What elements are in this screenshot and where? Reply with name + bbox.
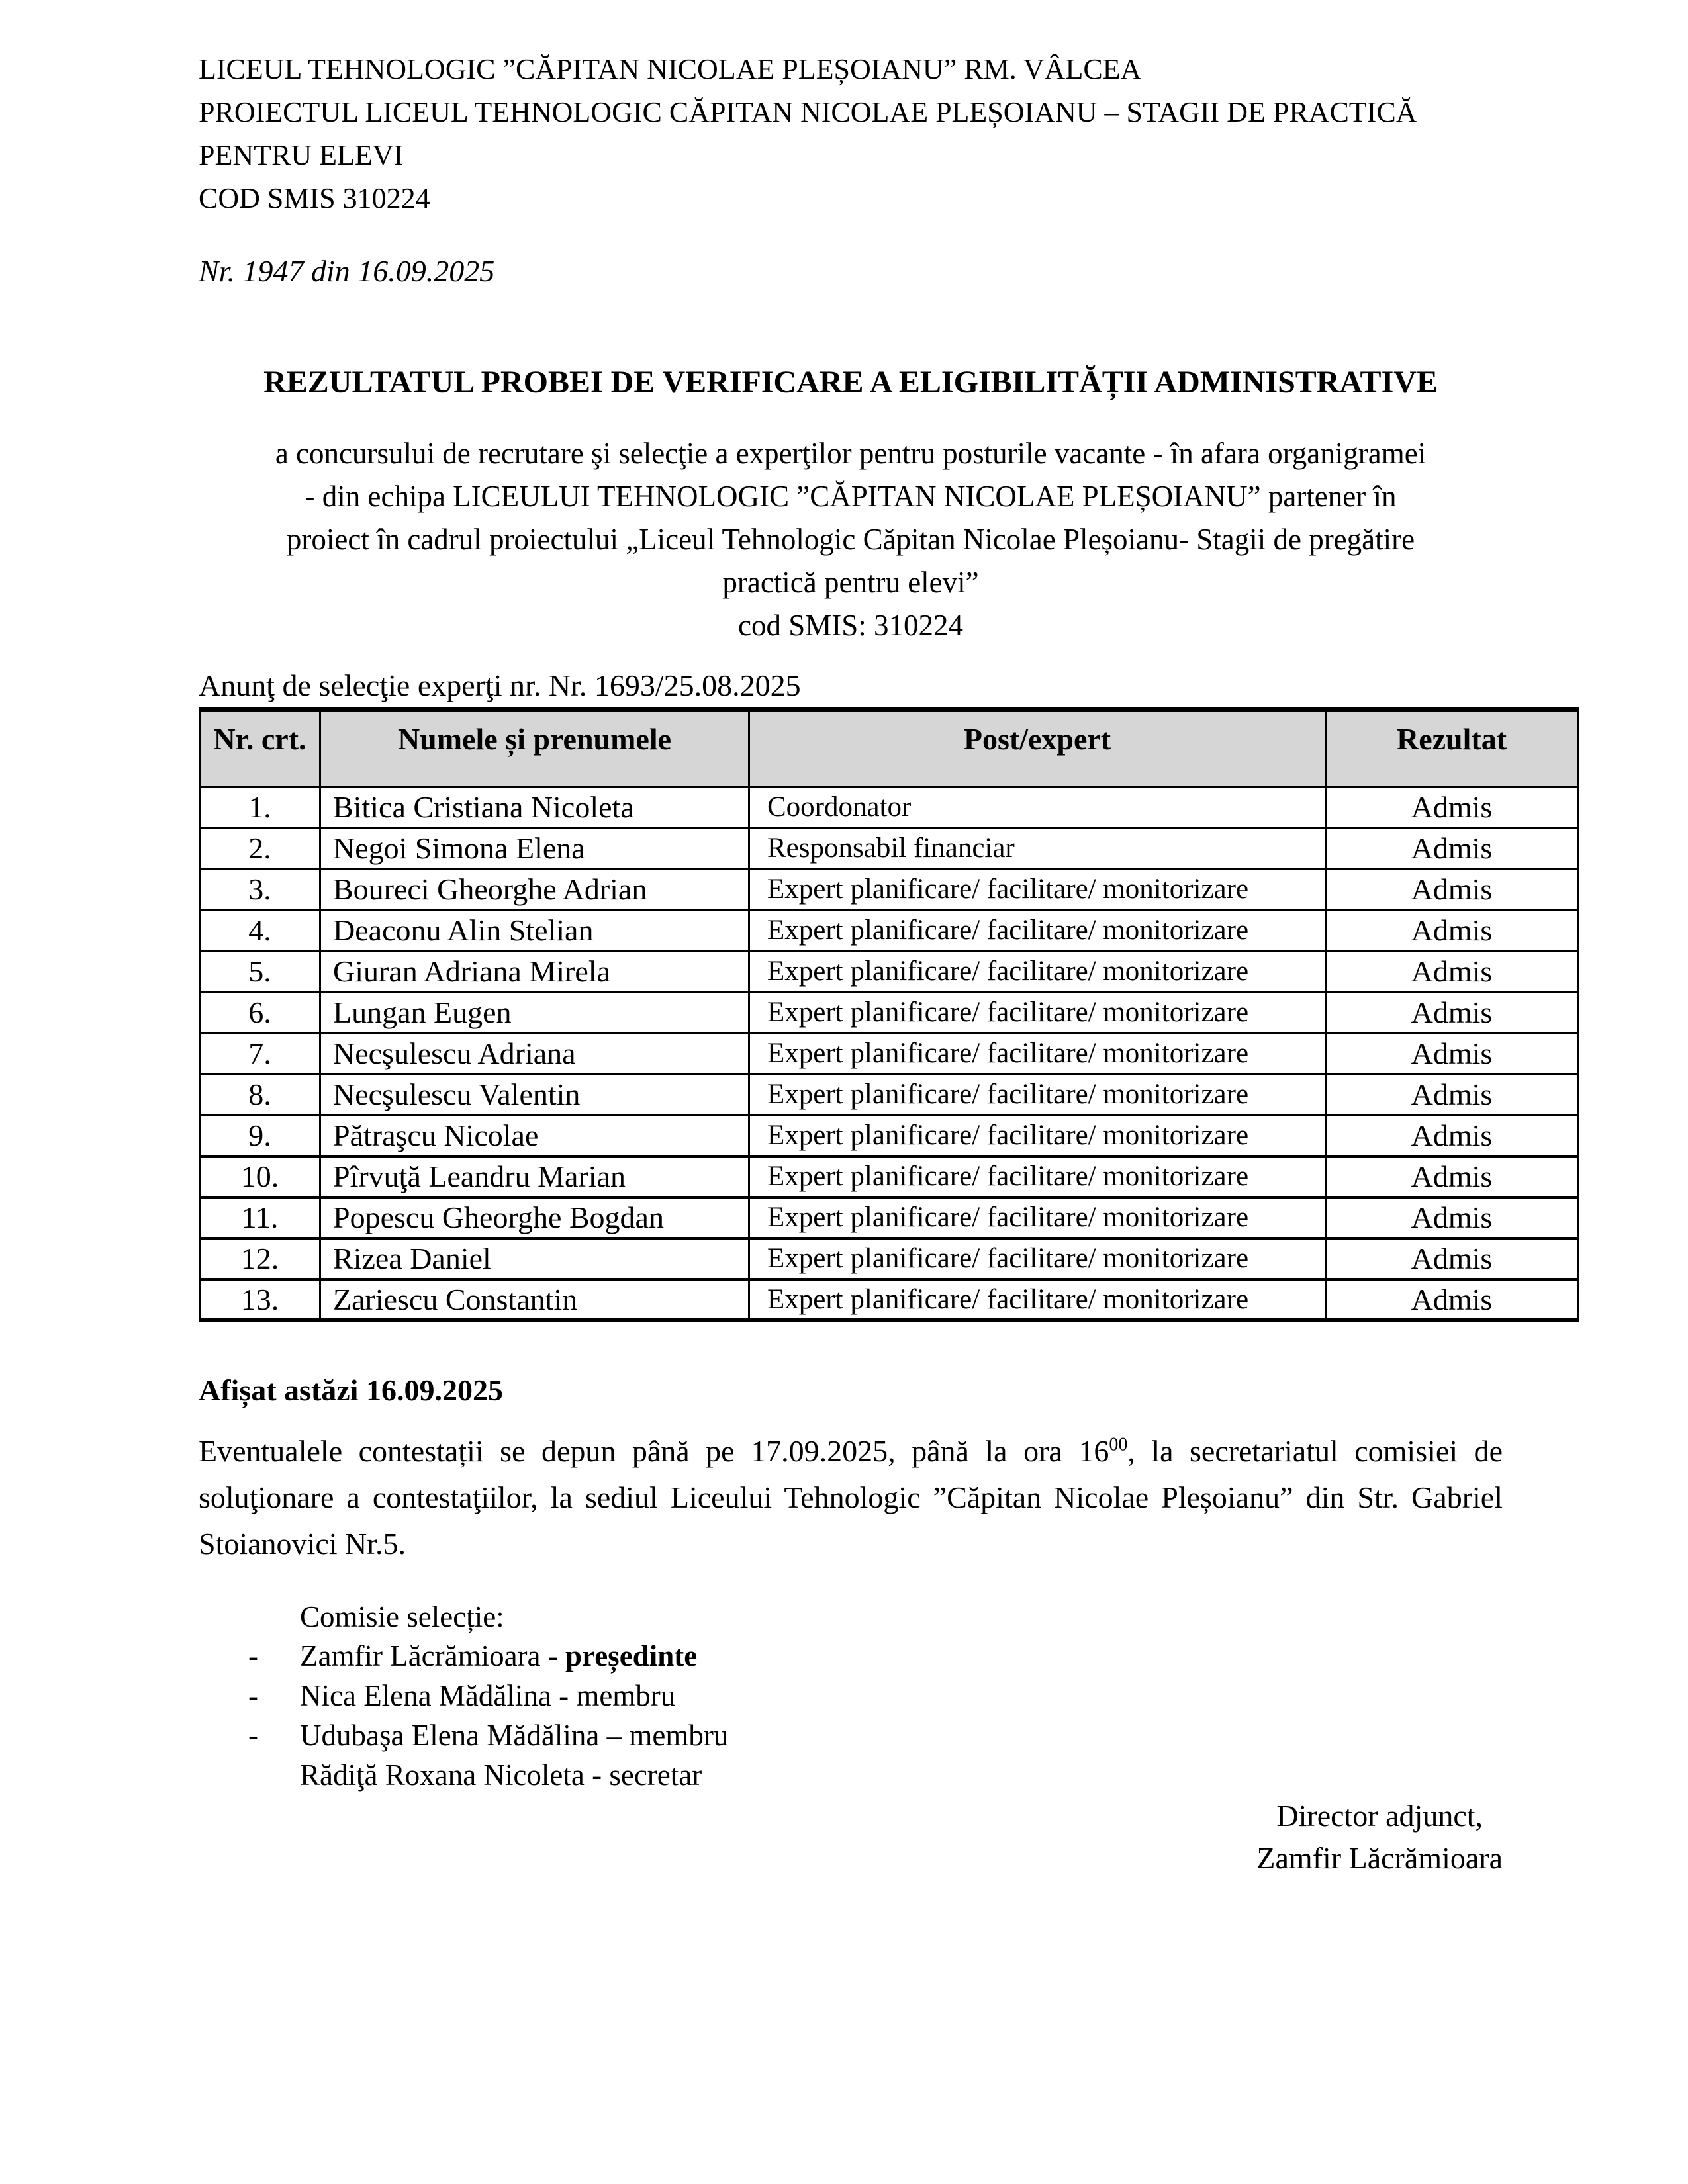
row-name: Negoi Simona Elena <box>320 828 749 869</box>
table-row <box>200 1115 1578 1156</box>
table-row <box>200 910 1578 951</box>
row-result: Admis <box>1326 1279 1578 1320</box>
row-post: Expert planificare/ facilitare/ monitorizare <box>749 951 1326 992</box>
committee-member <box>199 1755 1503 1795</box>
row-number: 9. <box>200 1115 320 1156</box>
row-name: Necşulescu Adriana <box>320 1033 749 1074</box>
row-number: 7. <box>200 1033 320 1074</box>
member-name: Udubaşa Elena Mădălina – <box>300 1718 630 1752</box>
row-post: Expert planificare/ facilitare/ monitorizare <box>749 869 1326 910</box>
table-row <box>200 1238 1578 1279</box>
member-bullet: - <box>248 1639 258 1672</box>
letterhead-line: PROIECTUL LICEUL TEHNOLOGIC CĂPITAN NICOLAE PLEȘOIANU – STAGII DE PRACTICĂ <box>199 96 1417 128</box>
row-post: Expert planificare/ facilitare/ monitorizare <box>749 910 1326 951</box>
results-table <box>199 707 1579 1322</box>
table-row <box>200 828 1578 869</box>
row-name: Giuran Adriana Mirela <box>320 951 749 992</box>
row-number: 12. <box>200 1238 320 1279</box>
row-result: Admis <box>1326 1074 1578 1115</box>
signature-block <box>1256 1795 1503 1880</box>
row-result: Admis <box>1326 869 1578 910</box>
row-post: Coordonator <box>749 787 1326 828</box>
row-post: Expert planificare/ facilitare/ monitorizare <box>749 1074 1326 1115</box>
row-name: Bitica Cristiana Nicoleta <box>320 787 749 828</box>
page-title: REZULTATUL PROBEI DE VERIFICARE A ELIGIBILITĂȚII ADMINISTRATIVE <box>263 365 1438 400</box>
row-post: Expert planificare/ facilitare/ monitorizare <box>749 1197 1326 1238</box>
subtitle-line: proiect în cadrul proiectului „Liceul Tehnologic Căpitan Nicolae Pleșoianu- Stagii de pregătire <box>286 523 1415 556</box>
contest-text-start: Eventualele contestații se depun până pe 17.09.2025, până la ora 16 <box>199 1433 1109 1468</box>
row-result: Admis <box>1326 910 1578 951</box>
row-post: Expert planificare/ facilitare/ monitorizare <box>749 1238 1326 1279</box>
row-number: 3. <box>200 869 320 910</box>
row-result: Admis <box>1326 1115 1578 1156</box>
table-row <box>200 1156 1578 1197</box>
committee-member <box>199 1676 1503 1715</box>
committee-heading: Comisie selecție: <box>300 1600 504 1633</box>
table-body <box>200 787 1578 1320</box>
row-result: Admis <box>1326 1033 1578 1074</box>
row-result: Admis <box>1326 787 1578 828</box>
row-name: Zariescu Constantin <box>320 1279 749 1320</box>
row-result: Admis <box>1326 951 1578 992</box>
subtitle-line: practică pentru elevi” <box>722 566 979 599</box>
row-post: Expert planificare/ facilitare/ monitorizare <box>749 992 1326 1033</box>
table-row <box>200 1197 1578 1238</box>
row-post: Expert planificare/ facilitare/ monitorizare <box>749 1033 1326 1074</box>
row-result: Admis <box>1326 828 1578 869</box>
row-name: Lungan Eugen <box>320 992 749 1033</box>
row-number: 8. <box>200 1074 320 1115</box>
row-name: Deaconu Alin Stelian <box>320 910 749 951</box>
signature-name: Zamfir Lăcrămioara <box>1256 1841 1503 1875</box>
row-number: 10. <box>200 1156 320 1197</box>
row-result: Admis <box>1326 992 1578 1033</box>
member-name: Nica Elena Mădălina - <box>300 1678 577 1712</box>
committee-member <box>199 1636 1503 1676</box>
contest-hour-superscript: 00 <box>1109 1434 1128 1455</box>
table-row <box>200 787 1578 828</box>
letterhead <box>199 48 1503 220</box>
subtitle-line: - din echipa LICEULUI TEHNOLOGIC ”CĂPITAN NICOLAE PLEȘOIANU” partener în <box>305 480 1397 513</box>
row-result: Admis <box>1326 1197 1578 1238</box>
member-name: Rădiţă Roxana Nicoleta - <box>300 1758 610 1792</box>
row-post: Responsabil financiar <box>749 828 1326 869</box>
table-header-row <box>200 710 1578 787</box>
member-role: secretar <box>609 1758 702 1792</box>
results-table-wrap <box>199 707 1579 1322</box>
doc-number: Nr. 1947 din 16.09.2025 <box>199 254 495 288</box>
letterhead-line: COD SMIS 310224 <box>199 182 430 214</box>
signature-block-wrap <box>199 1795 1503 1880</box>
committee-members <box>199 1636 1503 1795</box>
row-post: Expert planificare/ facilitare/ monitorizare <box>749 1115 1326 1156</box>
contest-paragraph <box>199 1428 1503 1567</box>
member-role: membru <box>576 1678 676 1712</box>
letterhead-line: PENTRU ELEVI <box>199 139 404 171</box>
row-post: Expert planificare/ facilitare/ monitorizare <box>749 1279 1326 1320</box>
committee-member <box>199 1715 1503 1755</box>
row-number: 11. <box>200 1197 320 1238</box>
table-row <box>200 869 1578 910</box>
row-name: Boureci Gheorghe Adrian <box>320 869 749 910</box>
row-post: Expert planificare/ facilitare/ monitorizare <box>749 1156 1326 1197</box>
row-name: Pătraşcu Nicolae <box>320 1115 749 1156</box>
contest-text-end: , la secretariatul comisiei de soluţionare a contestaţiilor, la sediul Liceului Tehnologic ”Căpitan Nicolae Pleșoianu” din Str. Gabriel Stoianovici Nr.5. <box>199 1433 1503 1561</box>
col-header-nr: Nr. crt. <box>200 710 320 787</box>
committee-section <box>199 1598 1503 1795</box>
row-name: Rizea Daniel <box>320 1238 749 1279</box>
row-number: 13. <box>200 1279 320 1320</box>
col-header-result: Rezultat <box>1326 710 1578 787</box>
row-name: Popescu Gheorghe Bogdan <box>320 1197 749 1238</box>
row-number: 1. <box>200 787 320 828</box>
member-text <box>300 1676 675 1715</box>
posted-date-line: Afișat astăzi 16.09.2025 <box>199 1373 503 1407</box>
member-bullet: - <box>248 1718 258 1752</box>
col-header-post: Post/expert <box>749 710 1326 787</box>
announcement-line: Anunţ de selecţie experţi nr. Nr. 1693/25.08.2025 <box>199 668 801 702</box>
member-bullet <box>248 1755 300 1795</box>
subtitle <box>199 432 1503 647</box>
row-number: 6. <box>200 992 320 1033</box>
table-row <box>200 992 1578 1033</box>
member-bullet: - <box>248 1678 258 1712</box>
member-text <box>300 1715 728 1755</box>
letterhead-line: LICEUL TEHNOLOGIC ”CĂPITAN NICOLAE PLEȘOIANU” RM. VÂLCEA <box>199 53 1142 85</box>
member-role: președinte <box>565 1639 698 1672</box>
signature-role: Director adjunct, <box>1276 1798 1483 1833</box>
table-row <box>200 1074 1578 1115</box>
member-text <box>300 1636 697 1676</box>
row-number: 5. <box>200 951 320 992</box>
col-header-name: Numele și prenumele <box>320 710 749 787</box>
subtitle-line: cod SMIS: 310224 <box>737 609 964 642</box>
table-row <box>200 1033 1578 1074</box>
row-result: Admis <box>1326 1156 1578 1197</box>
member-text <box>300 1755 702 1795</box>
table-row <box>200 1279 1578 1320</box>
subtitle-line: a concursului de recrutare şi selecţie a experţilor pentru posturile vacante - în afara organigramei <box>275 437 1427 470</box>
row-name: Necşulescu Valentin <box>320 1074 749 1115</box>
row-number: 4. <box>200 910 320 951</box>
table-row <box>200 951 1578 992</box>
row-result: Admis <box>1326 1238 1578 1279</box>
member-name: Zamfir Lăcrămioara - <box>300 1639 566 1672</box>
row-name: Pîrvuţă Leandru Marian <box>320 1156 749 1197</box>
row-number: 2. <box>200 828 320 869</box>
member-role: membru <box>629 1718 729 1752</box>
